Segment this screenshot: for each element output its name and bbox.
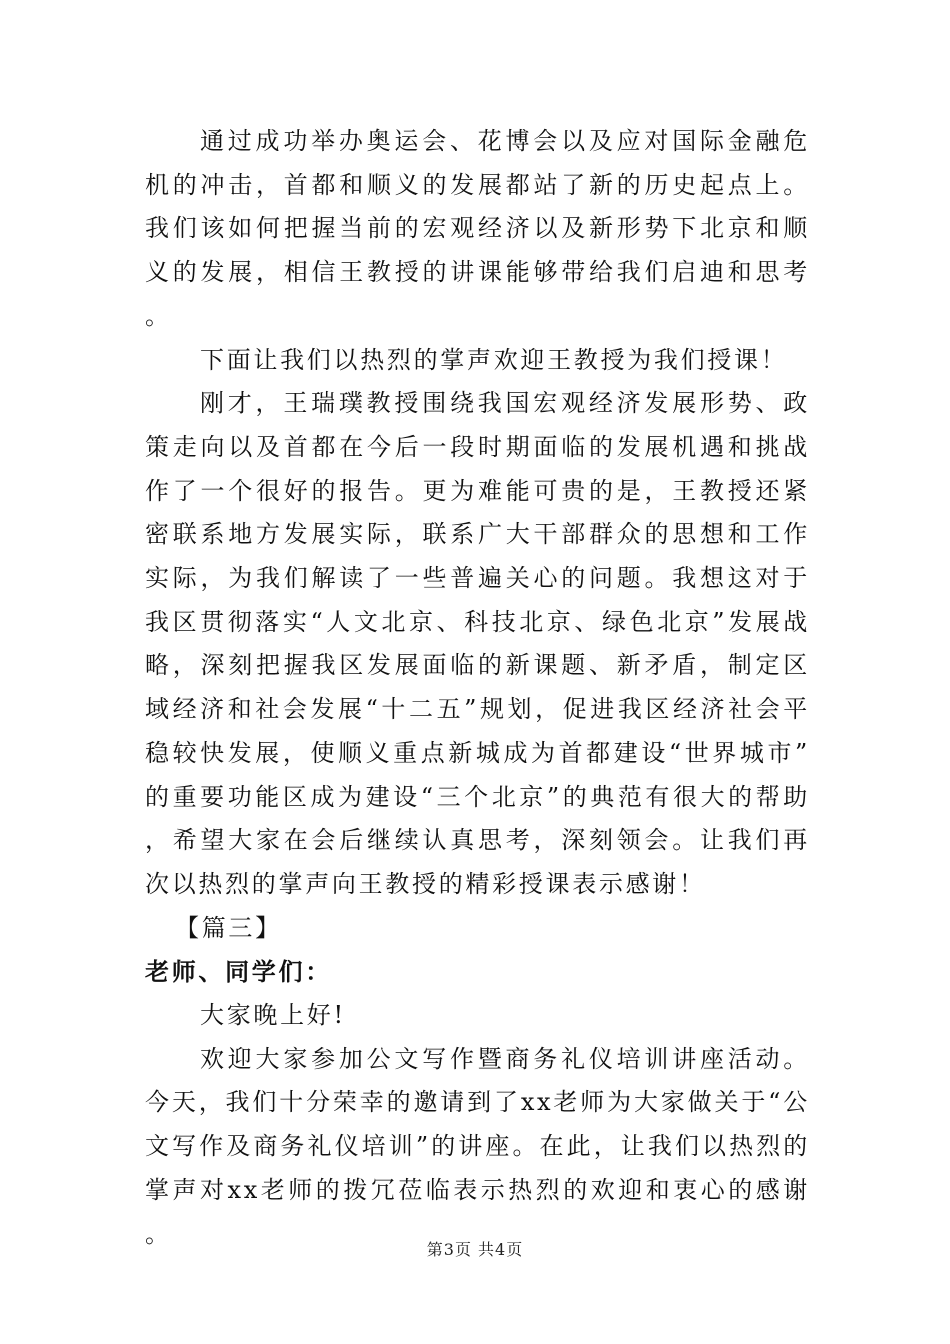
salutation: 老师、同学们： [145,957,332,987]
paragraph: 大家晚上好! [200,1001,346,1030]
document-body [145,120,810,1256]
page-number-footer: 第3页 共4页 [426,1240,524,1259]
paragraph: 欢迎大家参加公文写作暨商务礼仪培训讲座活动。今天，我们十分荣幸的邀请到了xx老师为大家做关于“公文写作及商务礼仪培训”的讲座。在此，让我们以热烈的掌声对xx老师的拨冗莅临表示热烈的欢迎和衷心的感谢。 [145,1044,810,1248]
section-heading: 【篇三】 [175,913,282,942]
paragraph: 刚才，王瑞璞教授围绕我国宏观经济发展形势、政策走向以及首都在今后一段时期面临的发展机遇和挑战作了一个很好的报告。更为难能可贵的是，王教授还紧密联系地方发展实际，联系广大干部群众的思想和工作实际，为我们解读了一些普遍关心的问题。我想这对于我区贯彻落实“人文北京、科技北京、绿色北京”发展战略，深刻把握我区发展面临的新课题、新矛盾，制定区域经济和社会发展“十二五”规划，促进我区经济社会平稳较快发展，使顺义重点新城成为首都建设“世界城市”的重要功能区成为建设“三个北京”的典范有很大的帮助，希望大家在会后继续认真思考，深刻领会。让我们再次以热烈的掌声向王教授的精彩授课表示感谢！ [145,389,810,898]
paragraph: 下面让我们以热烈的掌声欢迎王教授为我们授课！ [200,345,788,374]
paragraph: 通过成功举办奥运会、花博会以及应对国际金融危机的冲击，首都和顺义的发展都站了新的历史起点上。我们该如何把握当前的宏观经济以及新形势下北京和顺义的发展，相信王教授的讲课能够带给我们启迪和思考。 [145,127,810,330]
